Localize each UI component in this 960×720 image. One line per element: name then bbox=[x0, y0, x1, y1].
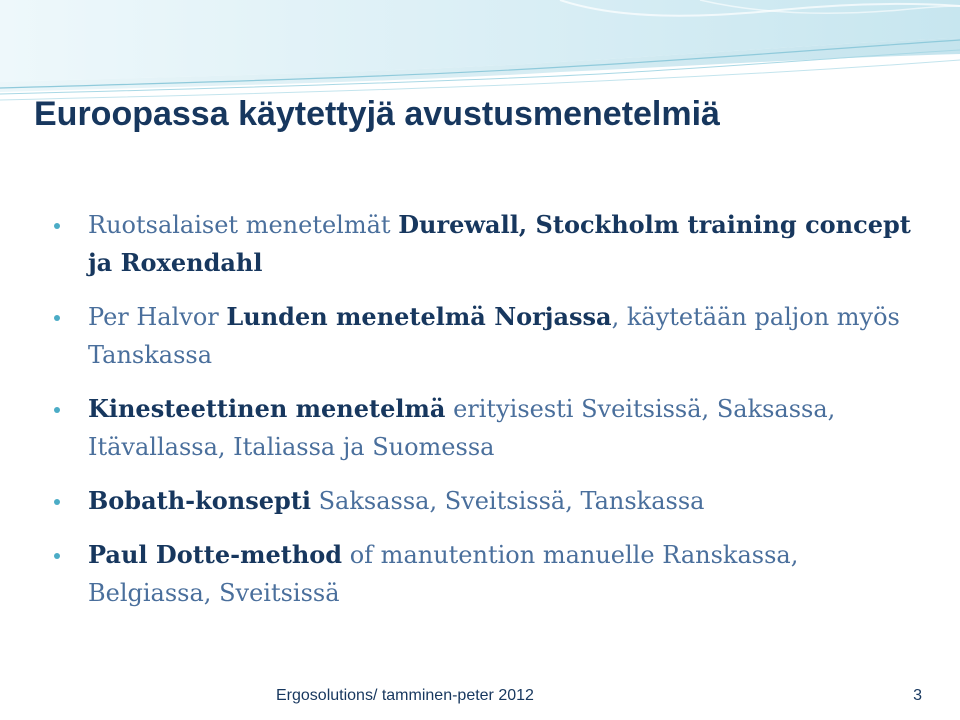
bullet-text-bold: Durewall, Stockholm training concept ja Roxendahl bbox=[88, 210, 911, 277]
bullet-item bbox=[54, 206, 924, 282]
bullet-text-plain: erityisesti Sveitsissä, Saksassa, Itävallassa, Italiassa ja Suomessa bbox=[88, 395, 836, 461]
bullet-text-plain: Ruotsalaiset menetelmät bbox=[88, 211, 399, 239]
bullet-dot-icon bbox=[54, 407, 60, 413]
bullet-dot-icon bbox=[54, 499, 60, 505]
bullet-text-plain: , käytetään paljon myös Tanskassa bbox=[88, 303, 900, 369]
bullet-item bbox=[54, 536, 924, 612]
bullet-text-plain: Per Halvor bbox=[88, 303, 227, 331]
slide-title: Euroopassa käytettyjä avustusmenetelmiä bbox=[34, 95, 720, 133]
bullet-text-bold: Paul Dotte-method bbox=[88, 540, 343, 569]
bullet-text-plain: Saksassa, Sveitsissä, Tanskassa bbox=[310, 487, 705, 515]
bullet-text-bold: Kinesteettinen menetelmä bbox=[88, 394, 446, 423]
bullet-list bbox=[54, 206, 924, 628]
bullet-item bbox=[54, 390, 924, 466]
bullet-dot-icon bbox=[54, 315, 60, 321]
bullet-text-plain: of manutention manuelle Ranskassa, Belgiassa, Sveitsissä bbox=[88, 541, 799, 607]
page-number: 3 bbox=[913, 687, 922, 704]
bullet-dot-icon bbox=[54, 223, 60, 229]
bullet-text-bold: Lunden menetelmä Norjassa bbox=[226, 302, 612, 331]
bullet-text-bold: Bobath-konsepti bbox=[88, 486, 311, 515]
bullet-item bbox=[54, 482, 924, 520]
bullet-item bbox=[54, 298, 924, 374]
bullet-dot-icon bbox=[54, 553, 60, 559]
footer-text: Ergosolutions/ tamminen-peter 2012 bbox=[276, 687, 534, 704]
